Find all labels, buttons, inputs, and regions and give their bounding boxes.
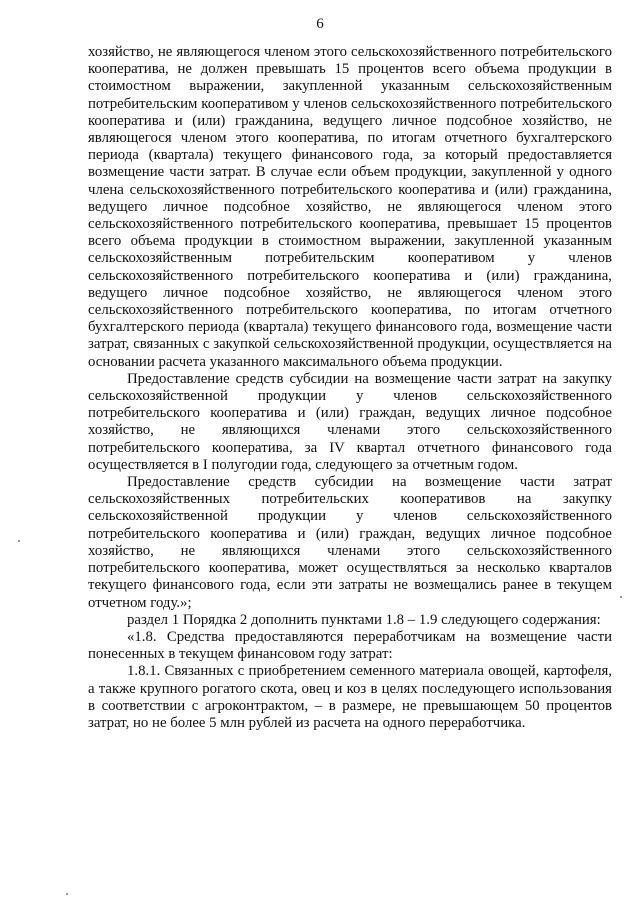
paragraph-item-1-8: «1.8. Средства предоставляются переработчикам на возмещение части понесенных в текущем финансовом году затрат:	[88, 628, 612, 663]
scan-speck	[620, 596, 622, 598]
paragraph-continuation: хозяйство, не являющегося членом этого сельскохозяйственного потребительского кооператива, не должен превышать 15 процентов всего объема продукции в стоимостном выражении, закупленной указанным сельскохозяйственным потребительским кооперативом у членов сельскохозяйственного потребительского кооператива и (или) гражданина, ведущего личное подсобное хозяйство, не являющегося членом этого кооператива, по итогам отчетного бухгалтерского периода (квартала) текущего финансового года, за который предоставляется возмещение части затрат. В случае если объем продукции, закупленной у одного члена сельскохозяйственного потребительского кооператива и (или) гражданина, ведущего личное подсобное хозяйство, не являющегося членом этого сельскохозяйственного потребительского кооператива, превышает 15 процентов всего объема продукции в стоимостном выражении, закупленной указанным сельскохозяйственным потребительским кооперативом у членов сельскохозяйственного потребительского кооператива и (или) гражданина, ведущего личное подсобное хозяйство, не являющегося членом этого сельскохозяйственного потребительского кооператива, по итогам отчетного бухгалтерского периода (квартала) текущего финансового года, возмещение части затрат, связанных с закупкой сельскохозяйственной продукции, осуществляется на основании расчета указанного максимального объема продукции.	[88, 44, 612, 370]
page-number: 6	[316, 16, 324, 32]
paragraph-subsidy-q4: Предоставление средств субсидии на возмещение части затрат на закупку сельскохозяйственной продукции у членов сельскохозяйственного потребительского кооператива и (или) граждан, ведущих личное подсобное хозяйство, не являющихся членами этого сельскохозяйственного потребительского кооператива, за IV квартал отчетного финансового года осуществляется в I полугодии года, следующего за отчетным годом.	[88, 370, 612, 473]
scan-speck	[18, 540, 20, 542]
paragraph-section-amendment: раздел 1 Порядка 2 дополнить пунктами 1.8 – 1.9 следующего содержания:	[127, 611, 601, 628]
document-body	[88, 44, 612, 732]
paragraph-subsidy-quarters: Предоставление средств субсидии на возмещение части затрат сельскохозяйственных потребительских кооперативов на закупку сельскохозяйственной продукции у членов сельскохозяйственного потребительского кооператива и (или) граждан, ведущих личное подсобное хозяйство, не являющихся членами этого сельскохозяйственного потребительского кооператива, может осуществляться за несколько кварталов текущего финансового года, если эти затраты не возмещались ранее в текущем отчетном году.»;	[88, 474, 612, 611]
paragraph-item-1-8-1: 1.8.1. Связанных с приобретением семенного материала овощей, картофеля, а также крупного рогатого скота, овец и коз в целях последующего использования в соответствии с агроконтрактом, – в размере, не превышающем 50 процентов затрат, но не более 5 млн рублей из расчета на одного переработчика.	[88, 663, 612, 731]
scan-speck	[66, 893, 68, 895]
